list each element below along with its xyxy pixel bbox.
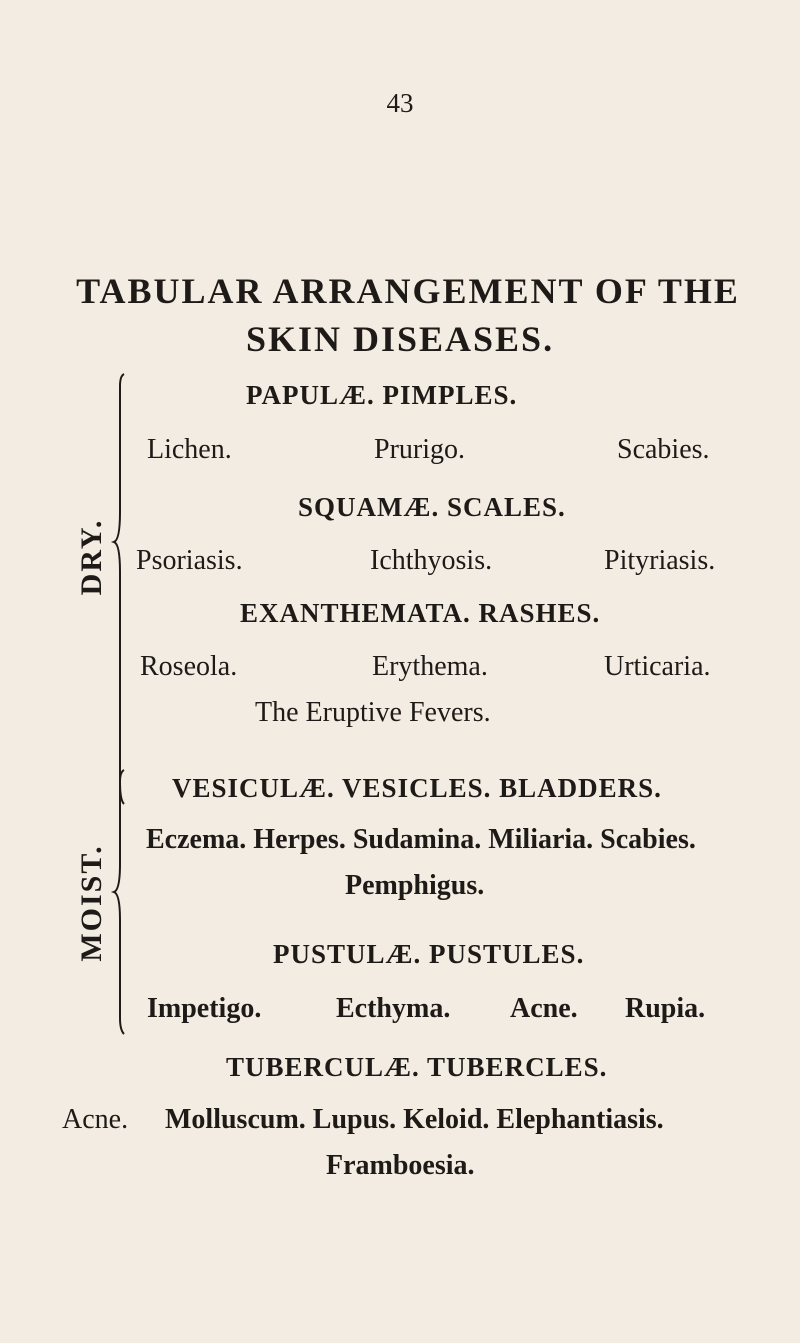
entry-pityriasis: Pityriasis.	[604, 545, 716, 576]
entry-lichen: Lichen.	[147, 434, 232, 465]
tuberculae-entries-line-1: Molluscum. Lupus. Keloid. Elephantiasis.	[165, 1104, 664, 1135]
entry-scabies-dry: Scabies.	[617, 434, 710, 465]
entry-impetigo: Impetigo.	[147, 993, 262, 1024]
entry-urticaria: Urticaria.	[604, 651, 711, 682]
tuberculae-entries-line-2: Framboesia.	[326, 1150, 475, 1181]
moist-group-label: MOIST.	[75, 844, 108, 962]
pustulae-heading: PUSTULÆ. PUSTULES.	[273, 939, 585, 969]
moist-brace	[106, 768, 146, 1038]
page-title-line-2: SKIN DISEASES.	[245, 319, 555, 359]
papulae-heading: PAPULÆ. PIMPLES.	[246, 380, 518, 410]
entry-ecthyma: Ecthyma.	[336, 993, 451, 1024]
entry-roseola: Roseola.	[140, 651, 238, 682]
squamae-heading: SQUAMÆ. SCALES.	[298, 492, 566, 522]
entry-psoriasis: Psoriasis.	[136, 545, 243, 576]
vesiculae-entries-line-2: Pemphigus.	[345, 870, 485, 901]
entry-rupia: Rupia.	[625, 993, 706, 1024]
vesiculae-heading: VESICULÆ. VESICLES. BLADDERS.	[172, 773, 662, 803]
entry-eruptive-fevers: The Eruptive Fevers.	[255, 697, 491, 728]
exanthemata-heading: EXANTHEMATA. RASHES.	[240, 598, 601, 628]
entry-ichthyosis: Ichthyosis.	[370, 545, 493, 576]
entry-prurigo: Prurigo.	[374, 434, 465, 465]
dry-brace	[106, 372, 146, 812]
page-title-line-1: TABULAR ARRANGEMENT OF THE	[76, 271, 740, 311]
dry-group-label: DRY.	[75, 518, 108, 596]
entry-acne-pustule: Acne.	[510, 993, 578, 1024]
entry-erythema: Erythema.	[372, 651, 488, 682]
entry-acne-tubercle: Acne.	[62, 1104, 129, 1135]
tuberculae-heading: TUBERCULÆ. TUBERCLES.	[226, 1052, 608, 1082]
page-number: 43	[386, 88, 414, 118]
vesiculae-entries-line-1: Eczema. Herpes. Sudamina. Miliaria. Scabies.	[146, 824, 696, 855]
